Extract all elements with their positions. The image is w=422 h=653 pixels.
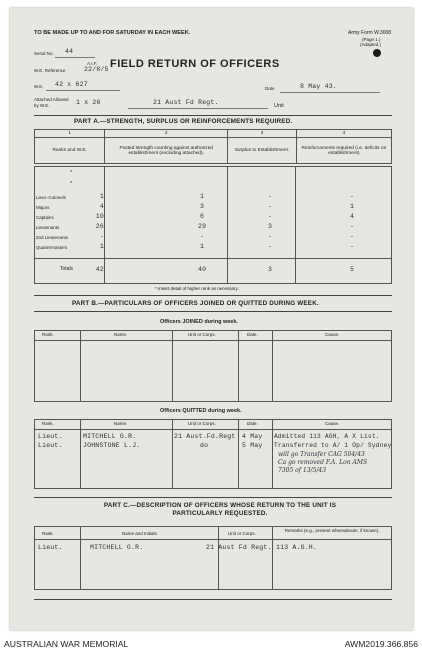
divider [218, 526, 219, 590]
divider [80, 526, 81, 590]
archive-footer [0, 636, 422, 653]
surplus-value: - [268, 233, 273, 240]
reinforcement-value: - [350, 223, 355, 230]
rank-label: Quartermasters [36, 245, 68, 250]
quitted-name: MITCHELL G.R. [83, 433, 137, 440]
part-a-top-rule [34, 115, 392, 116]
surplus-value: - [268, 193, 273, 200]
form-number: Army Form W.3008 [348, 30, 392, 36]
divider [272, 419, 273, 489]
divider [227, 166, 228, 284]
reinforcement-value: - [350, 233, 355, 240]
part-c-table [34, 526, 392, 590]
rank-label: 2nd Lieutenants [36, 235, 69, 240]
quitted-date: 4 May [242, 433, 263, 440]
part-c-col-remarks: Remarks (e.g., present whereabouts, if known). [284, 528, 380, 533]
posted-value: 1 [200, 243, 205, 250]
date-underline [280, 92, 380, 93]
divider [295, 166, 296, 284]
we-count: 4 [99, 203, 104, 210]
totals-label: Totals [60, 266, 74, 272]
serial-value: 44 [65, 48, 74, 55]
quitted-title: Officers QUITTED during week. [160, 408, 242, 414]
joined-col-name: Name. [114, 332, 128, 337]
part-c-col-unit: Unit or Corps. [228, 531, 256, 536]
col-header-rank: Ranks and W.E. [35, 138, 105, 164]
part-c-col-rank: Rank. [42, 531, 54, 536]
posted-value: 3 [200, 203, 205, 210]
part-c-rank: Lieut. [38, 544, 63, 551]
quitted-date: 5 May [242, 442, 263, 449]
quitted-unit: do [200, 442, 209, 449]
form-bottom-rule [34, 599, 392, 600]
aif-label: A.I.F. [87, 61, 98, 66]
quitted-col-unit: Unit or Corps. [188, 421, 216, 426]
divider [272, 330, 273, 402]
serial-label: Serial No. [34, 51, 54, 56]
we-count: 10 [95, 213, 104, 220]
rank-label: Majors [36, 205, 50, 210]
part-c-header-rule [34, 539, 392, 540]
page-note: (Page 1.) [362, 37, 381, 42]
quitted-col-date: Date. [247, 421, 258, 426]
posted-value: - [200, 233, 205, 240]
we-label: W.E. [34, 84, 44, 89]
star-rank-1: * [70, 170, 73, 176]
part-a-table [34, 129, 392, 164]
divider [104, 166, 105, 284]
surplus-value: - [268, 213, 273, 220]
col-number: 2 [105, 130, 228, 138]
joined-header-rule [34, 340, 392, 341]
punch-hole [373, 49, 381, 57]
rank-label: Lieut.-Colonels [36, 195, 67, 200]
divider [172, 419, 173, 489]
rank-label: Captains [36, 215, 54, 220]
part-b-title-rule [34, 311, 392, 312]
surplus-value: 3 [268, 223, 273, 230]
part-a-footnote: * Insert detail of higher rank as necessary. [155, 286, 239, 291]
quitted-rank: Lieut. [38, 442, 63, 449]
divider [238, 419, 239, 489]
part-a-body [34, 166, 392, 284]
date-value: 8 May 43. [300, 83, 337, 90]
quitted-cause: Admitted 113 AGH, A X List. [274, 433, 380, 440]
col-number: 1 [35, 130, 105, 138]
part-b-title: PART B.—PARTICULARS OF OFFICERS JOINED OR QUITTED DURING WEEK. [72, 300, 319, 307]
divider [272, 526, 273, 590]
star-rank-2: * [70, 181, 73, 187]
divider [238, 330, 239, 402]
unit-underline [128, 108, 268, 109]
joined-col-unit: Unit or Corps. [188, 332, 216, 337]
part-c-col-name: Name and Initials. [122, 531, 159, 536]
handwritten-note: will go Transfer CAG 504/43 [278, 451, 365, 458]
archive-name: AUSTRALIAN WAR MEMORIAL [4, 639, 129, 649]
joined-col-cause: Cause. [325, 332, 340, 337]
divider [172, 330, 173, 402]
attached-label: Attached Allowed by W.E. [34, 97, 69, 108]
quitted-rank: Lieut. [38, 433, 63, 440]
we-underline [46, 90, 120, 91]
we-count: 26 [95, 223, 104, 230]
quitted-name: JOHNSTONE L.J. [83, 442, 141, 449]
quitted-unit: 21 Aust.Fd.Regt [174, 433, 236, 440]
divider [80, 419, 81, 489]
unit-value: 21 Aust Fd Regt. [153, 99, 219, 106]
quitted-col-rank: Rank. [42, 421, 54, 426]
joined-title: Officers JOINED during week. [160, 319, 238, 325]
we-value: 42 x 627 [55, 81, 88, 88]
part-c-unit: 21 Aust Fd Regt. [206, 544, 272, 551]
reinforcement-value: 1 [350, 203, 355, 210]
form-sheet [10, 8, 413, 630]
top-note: TO BE MADE UP TO AND FOR SATURDAY IN EACH WEEK. [34, 30, 191, 36]
posted-value: 6 [200, 213, 205, 220]
handwritten-note: 7305 of 13/5/43 [278, 467, 327, 474]
archive-id: AWM2019.366.856 [344, 639, 418, 649]
we-count: 1 [99, 243, 104, 250]
part-c-name: MITCHELL G.R. [90, 544, 144, 551]
quitted-col-cause: Cause. [325, 421, 340, 426]
col-header-posted: Posted strength counting against authorized establishment (excluding attached). [105, 138, 228, 164]
serial-underline [55, 57, 95, 58]
total-reinforcements: 5 [350, 266, 355, 273]
unit-label: Unit [274, 103, 284, 109]
rank-label: Lieutenants [36, 225, 60, 230]
form-title: FIELD RETURN OF OFFICERS [110, 58, 280, 70]
total-surplus: 3 [268, 266, 273, 273]
quitted-col-name: Name. [114, 421, 128, 426]
col-number: 3 [228, 130, 297, 138]
quitted-header-rule [34, 429, 392, 430]
surplus-value: - [268, 243, 273, 250]
reinforcement-value: - [350, 243, 355, 250]
quitted-cause: Transferred to A/ 1 Op/ Sydney [274, 442, 392, 449]
posted-value: 29 [198, 223, 207, 230]
part-c-top-rule [34, 497, 392, 498]
divider [80, 330, 81, 402]
we-reference-value: 22/8/5 [84, 66, 109, 73]
adapted-note: (Adapted.) [360, 42, 382, 47]
posted-value: 1 [200, 193, 205, 200]
total-we: 42 [95, 266, 104, 273]
handwritten-note: Ca go removed F.A. Lon AMS [278, 459, 368, 466]
we-count: 1 [99, 193, 104, 200]
total-posted: 40 [198, 266, 207, 273]
surplus-value: - [268, 203, 273, 210]
reinforcement-value: 4 [350, 213, 355, 220]
part-c-title: PART C.—DESCRIPTION OF OFFICERS WHOSE RETURN TO THE UNIT IS PARTICULARLY REQUESTED. [103, 502, 337, 517]
joined-col-date: Date. [247, 332, 258, 337]
attached-value: 1 x 26 [76, 99, 101, 106]
we-count: - [99, 233, 104, 240]
reinforcement-value: - [350, 193, 355, 200]
part-a-title: PART A.—STRENGTH, SURPLUS OR REINFORCEMENTS REQUIRED. [74, 118, 293, 125]
col-header-reinforcements: Reinforcements required (i.e. deficits on establishment) [296, 138, 391, 164]
part-c-remarks: 113 A.G.H. [276, 544, 318, 551]
date-label: Date [265, 86, 275, 91]
col-header-surplus: Surplus to Establishment. [228, 138, 297, 164]
col-number: 4 [296, 130, 391, 138]
we-reference-label: W.E. Reference [34, 68, 66, 73]
totals-rule [34, 258, 392, 259]
part-b-top-rule [34, 295, 392, 296]
joined-col-rank: Rank. [42, 332, 54, 337]
